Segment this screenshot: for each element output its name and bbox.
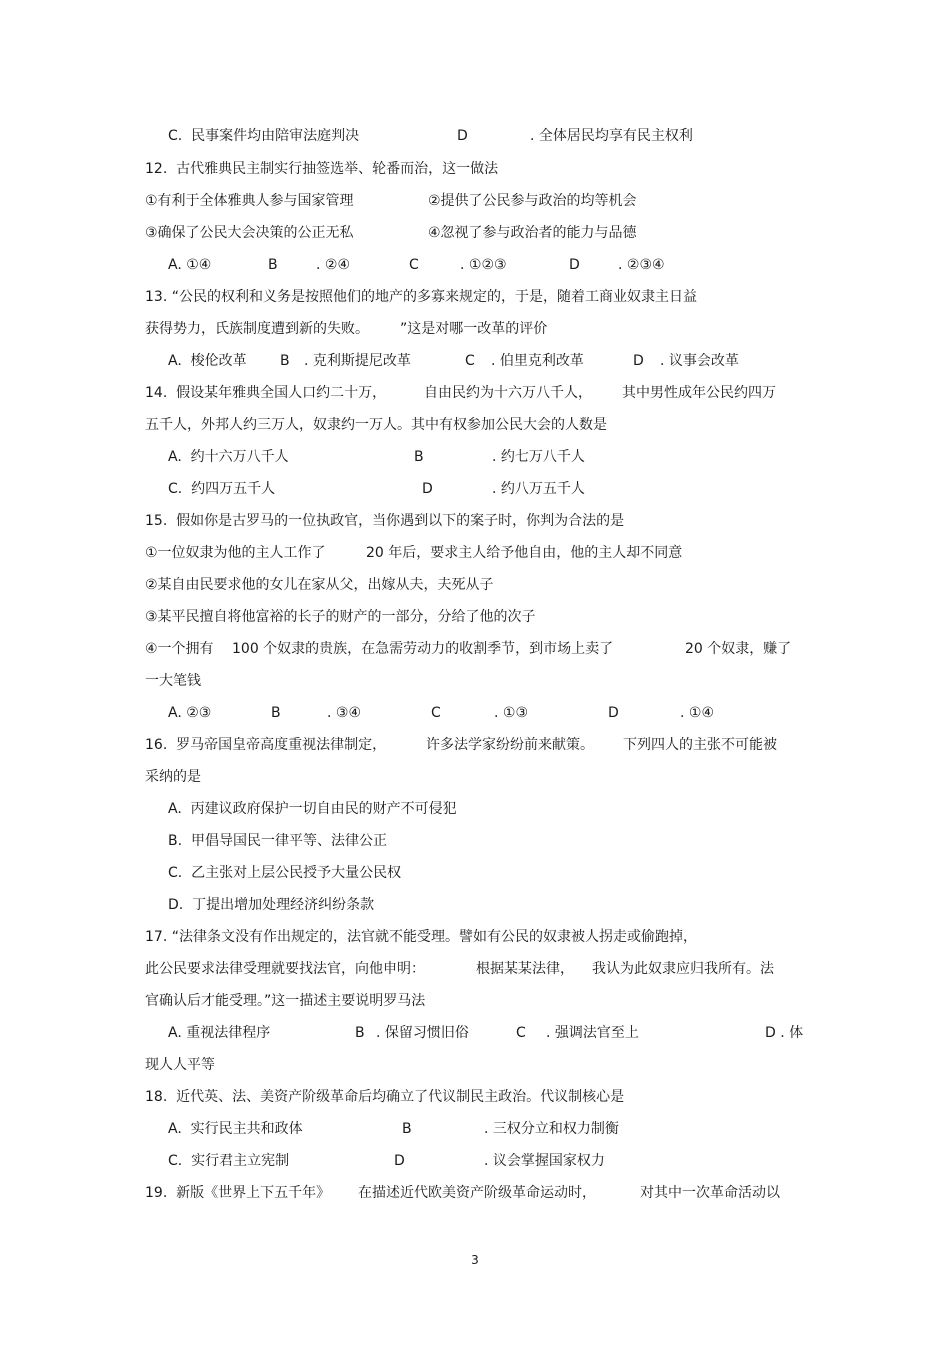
option-b-text: . 三权分立和权力制衡 <box>484 1121 619 1137</box>
option-d-text: . 议会掌握国家权力 <box>484 1153 605 1169</box>
question-17-stem: 17. “法律条文没有作出规定的，法官就不能受理。譬如有公民的奴隶被人拐走或偷跑掉， <box>145 929 697 945</box>
question-16-stem: 16. 罗马帝国皇帝高度重视法律制定， <box>145 737 387 753</box>
option-c: C. 约四万五千人 <box>168 481 276 497</box>
option-c: C. 乙主张对上层公民授予大量公民权 <box>168 865 402 881</box>
option-d-text: . ②③④ <box>618 257 665 273</box>
question-17-stem-tail: 我认为此奴隶应归我所有。法 <box>592 961 774 977</box>
option-b-letter: B <box>271 705 281 721</box>
option-a: A. ②③ <box>168 705 212 721</box>
question-14-stem-tail: 其中男性成年公民约四万 <box>622 385 776 401</box>
option-d: D. 丁提出增加处理经济纠纷条款 <box>168 897 375 913</box>
option-a: A. 丙建议政府保护一切自由民的财产不可侵犯 <box>168 801 457 817</box>
option-d: D . 体 <box>765 1025 804 1041</box>
statement-3: ③确保了公民大会决策的公正无私 <box>145 225 354 241</box>
statement-2: ②某自由民要求他的女儿在家从父，出嫁从夫，夫死从子 <box>145 577 494 593</box>
option-b-text: . 保留习惯旧俗 <box>376 1025 469 1041</box>
option-c-text: . ①②③ <box>460 257 507 273</box>
question-18-stem: 18. 近代英、法、美资产阶级革命后均确立了代议制民主政治。代议制核心是 <box>145 1089 625 1105</box>
option-d-text: . 全体居民均享有民主权利 <box>530 128 693 144</box>
statement-4-tail: 20 个奴隶，赚了 <box>685 641 792 657</box>
page-number: 3 <box>471 1253 479 1267</box>
question-17-stem-mid: 根据某某法律， <box>476 961 574 977</box>
option-b-letter: B <box>280 353 290 369</box>
question-12-stem: 12. 古代雅典民主制实行抽签选举、轮番而治，这一做法 <box>145 161 499 177</box>
option-a: A. 实行民主共和政体 <box>168 1121 303 1137</box>
option-d-text: . 议事会改革 <box>660 353 739 369</box>
option-d-text: . ①④ <box>680 705 715 721</box>
question-14-stem-mid: 自由民约为十六万八千人， <box>424 385 592 401</box>
question-19-stem: 19. 新版《世界上下五千年》 <box>145 1185 331 1201</box>
question-16-stem-tail: 下列四人的主张不可能被 <box>623 737 777 753</box>
statement-1-cont: 20 年后，要求主人给予他自由，他的主人却不同意 <box>366 545 683 561</box>
option-c-letter: C <box>431 705 441 721</box>
question-17-stem-cont: 此公民要求法律受理就要找法官，向他申明： <box>145 961 425 977</box>
option-d-letter: D <box>457 128 468 144</box>
option-b-text: . ②④ <box>316 257 351 273</box>
question-15-stem: 15. 假如你是古罗马的一位执政官，当你遇到以下的案子时，你判为合法的是 <box>145 513 625 529</box>
statement-3: ③某平民擅自将他富裕的长子的财产的一部分，分给了他的次子 <box>145 609 536 625</box>
question-13-stem-tail: ”这是对哪一改革的评价 <box>400 321 548 337</box>
question-14-stem: 14. 假设某年雅典全国人口约二十万， <box>145 385 387 401</box>
option-c-text: . ①③ <box>494 705 529 721</box>
option-b-letter: B <box>402 1121 412 1137</box>
option-b-letter: B <box>355 1025 365 1041</box>
option-d-letter: D <box>608 705 619 721</box>
option-c: C. 实行君主立宪制 <box>168 1153 290 1169</box>
question-19-stem-tail: 对其中一次革命活动以 <box>640 1185 780 1201</box>
option-d-letter: D <box>569 257 580 273</box>
option-b-text: . 约七万八千人 <box>492 449 585 465</box>
option-c-letter: C <box>409 257 419 273</box>
statement-2: ②提供了公民参与政治的均等机会 <box>428 193 637 209</box>
option-b-letter: B <box>414 449 424 465</box>
option-b-text: . 克利斯提尼改革 <box>304 353 411 369</box>
option-a: A. 重视法律程序 <box>168 1025 271 1041</box>
question-19-stem-mid: 在描述近代欧美资产阶级革命运动时， <box>358 1185 596 1201</box>
question-16-stem-mid: 许多法学家纷纷前来献策。 <box>426 737 594 753</box>
option-a: A. 约十六万八千人 <box>168 449 289 465</box>
option-d-letter: D <box>422 481 433 497</box>
question-14-stem-cont: 五千人，外邦人约三万人，奴隶约一万人。其中有权参加公民大会的人数是 <box>145 417 607 433</box>
option-c-letter: C <box>465 353 475 369</box>
statement-4: ④一个拥有 <box>145 641 214 657</box>
question-17-stem-end: 官确认后才能受理。”这一描述主要说明罗马法 <box>145 993 426 1009</box>
statement-4-cont: 一大笔钱 <box>145 673 201 689</box>
option-d-letter: D <box>394 1153 405 1169</box>
statement-4-mid: 100 个奴隶的贵族，在急需劳动力的收割季节，到市场上卖了 <box>232 641 614 657</box>
statement-4: ④忽视了参与政治者的能力与品德 <box>428 225 637 241</box>
option-d-letter: D <box>633 353 644 369</box>
option-a: A. ①④ <box>168 257 212 273</box>
option-b-text: . ③④ <box>327 705 362 721</box>
statement-1: ①有利于全体雅典人参与国家管理 <box>145 193 354 209</box>
option-c-text: . 强调法官至上 <box>546 1025 639 1041</box>
option-d-text: . 约八万五千人 <box>492 481 585 497</box>
option-c-line: C. 民事案件均由陪审法庭判决 <box>168 128 360 144</box>
option-c-text: . 伯里克利改革 <box>491 353 584 369</box>
option-d-cont: 现人人平等 <box>145 1057 215 1073</box>
statement-1: ①一位奴隶为他的主人工作了 <box>145 545 326 561</box>
question-13-stem-cont: 获得势力，氏族制度遭到新的失败。 <box>145 321 369 337</box>
option-b: B. 甲倡导国民一律平等、法律公正 <box>168 833 387 849</box>
option-c-letter: C <box>516 1025 526 1041</box>
question-13-stem: 13. “公民的权利和义务是按照他们的地产的多寡来规定的，于是，随着工商业奴隶主日益 <box>145 289 697 305</box>
option-b-letter: B <box>268 257 278 273</box>
question-16-stem-cont: 采纳的是 <box>145 769 201 785</box>
option-a: A. 梭伦改革 <box>168 353 247 369</box>
